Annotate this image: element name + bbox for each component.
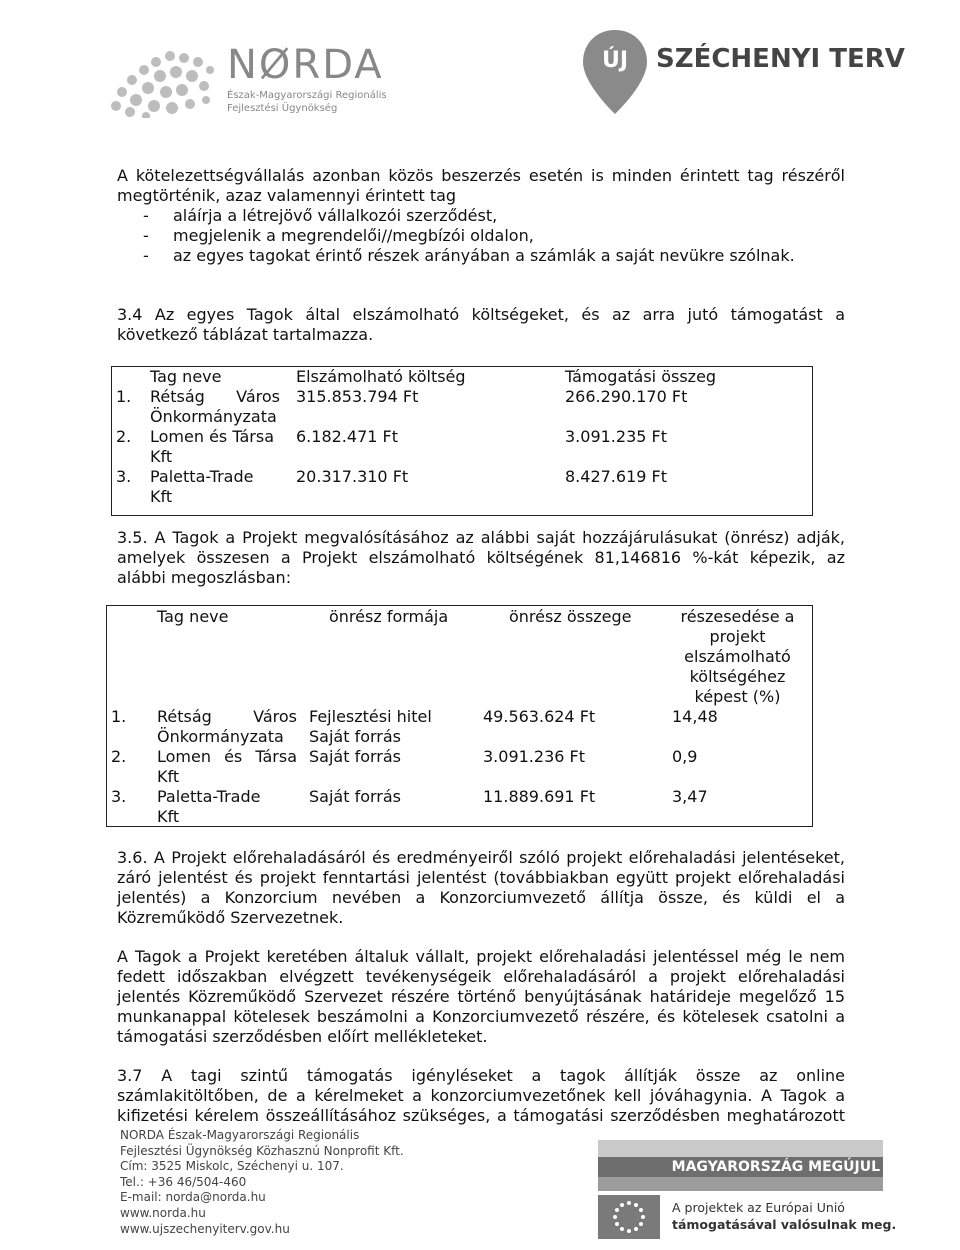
table2-row2-name-l2: Kft — [157, 767, 180, 786]
table2-header-share-l4: költségéhez — [689, 667, 786, 686]
table2-row2-share: 0,9 — [672, 747, 698, 766]
table2-header-share-l3: elszámolható — [684, 647, 791, 666]
table2-row1-num: 1. — [111, 707, 127, 726]
table2-row1-form-l1: Fejlesztési hitel — [309, 707, 432, 726]
footer-website-szechenyi: www.ujszechenyiterv.gov.hu — [120, 1221, 290, 1236]
table1-row1-num: 1. — [116, 387, 132, 406]
szechenyi-terv-logo — [578, 28, 918, 118]
table1-row2-support: 3.091.235 Ft — [565, 427, 667, 446]
table2-row1-amount: 49.563.624 Ft — [483, 707, 596, 726]
section-3-7-line-1: 3.7 A tagi szintű támogatás igényléseket a tagok állítják össze az online — [117, 1066, 845, 1085]
section-3-7-line-3: kifizetési kérelem összeállításához szükséges, a támogatási szerződésben meghatározott — [117, 1106, 845, 1125]
norda-logo — [110, 40, 387, 120]
table1-header-name: Tag neve — [150, 367, 222, 386]
tagok-paragraph-line-3: jelentés Közreműködő Szervezet részére történő benyújtásának határideje megelőző 15 — [117, 987, 845, 1006]
table2-row3-amount: 11.889.691 Ft — [483, 787, 596, 806]
section-3-5-line-1: 3.5. A Tagok a Projekt megvalósításához az alábbi saját hozzájárulásukat (önrész) adják, — [117, 528, 845, 547]
tagok-paragraph-line-5: támogatási szerződésben előírt mellékleteket. — [117, 1027, 488, 1046]
table2-header-form: önrész formája — [329, 607, 449, 626]
bullet-text-1: aláírja a létrejövő vállalkozói szerződést, — [173, 206, 498, 225]
bullet-dash-2: - — [143, 226, 149, 245]
table2-row1-name-l2: Önkormányzata — [157, 727, 284, 746]
section-3-6-line-1: 3.6. A Projekt előrehaladásáról és eredményeiről szóló projekt előrehaladási jelentéseket, — [117, 848, 845, 867]
table1-header-cost: Elszámolható költség — [296, 367, 466, 386]
footer-address-line: NORDA Észak-Magyarországi Regionális — [120, 1128, 360, 1142]
norda-name: NØRDA — [227, 42, 384, 88]
section-3-5-line-3: alábbi megoszlásban: — [117, 568, 292, 587]
bullet-text-2: megjelenik a megrendelői//megbízói oldalon, — [173, 226, 534, 245]
table1-row2-name-l2: Kft — [150, 447, 173, 466]
szechenyi-terv-title: SZÉCHENYI TERV — [656, 44, 905, 74]
flag-stripe-top — [598, 1140, 883, 1157]
bullet-text-3: az egyes tagokat érintő részek arányában a számlák a saját nevükre szólnak. — [173, 246, 795, 265]
footer-email: E-mail: norda@norda.hu — [120, 1190, 266, 1205]
uj-pin-icon — [580, 28, 650, 116]
table2-row3-name-l1: Paletta-Trade — [157, 787, 261, 806]
footer-address-line: Fejlesztési Ügynökség Közhasznú Nonprofit Kft. — [120, 1143, 404, 1158]
section-3-5-line-2: amelyek összesen a Projekt elszámolható költségének 81,146816 %-kát képezik, az — [117, 548, 845, 567]
footer-website: www.norda.hu — [120, 1205, 206, 1220]
section-3-4-line-2: következő táblázat tartalmazza. — [117, 325, 374, 344]
eu-support-line-1: A projektek az Európai Unió — [672, 1200, 845, 1215]
flag-stripe-bottom — [598, 1177, 883, 1191]
section-3-7-line-2: számlakitöltőben, de a kérelmeket a konzorciumvezetőnek kell jóváhagynia. A Tagok a — [117, 1086, 845, 1105]
table2-row2-name-l1: Lomen és Társa — [157, 747, 297, 766]
footer-address-line: Cím: 3525 Miskolc, Széchenyi u. 107. — [120, 1159, 344, 1174]
footer-address-line: Tel.: +36 46/504-460 — [120, 1174, 247, 1189]
uj-badge-text: ÚJ — [601, 48, 629, 73]
table1-row2-num: 2. — [116, 427, 132, 446]
norda-subtitle-line1: Észak-Magyarországi Regionális — [227, 90, 387, 101]
table2-row1-form-l2: Saját forrás — [309, 727, 402, 746]
section-3-4-line-1: 3.4 Az egyes Tagok által elszámolható költségeket, és az arra jutó támogatást a — [117, 305, 845, 324]
section-3-6-line-3: jelentés) a Konzorcium nevében a Konzorciumvezető állítja össze, és küldi el a — [117, 888, 845, 907]
table1-row1-name-l1: Rétság Város — [150, 387, 280, 406]
eu-support-line-2: támogatásával valósulnak meg. — [672, 1217, 897, 1232]
intro-line-2: megtörténik, azaz valamennyi érintett tag — [117, 186, 457, 205]
bullet-dash-3: - — [143, 246, 149, 265]
table2-row3-share: 3,47 — [672, 787, 708, 806]
table1-row1-support: 266.290.170 Ft — [565, 387, 688, 406]
table1-row1-cost: 315.853.794 Ft — [296, 387, 419, 406]
table2-header-name: Tag neve — [157, 607, 229, 626]
table2-row3-num: 3. — [111, 787, 127, 806]
table2-header-share-l2: projekt — [709, 627, 766, 646]
table2-header-share-l1: részesedése a — [680, 607, 795, 626]
table1-row2-name-l1: Lomen és Társa — [150, 427, 274, 446]
tagok-paragraph-line-1: A Tagok a Projekt keretében általuk vállalt, projekt előrehaladási jelentéssel még le nem — [117, 947, 845, 966]
table1-row3-support: 8.427.619 Ft — [565, 467, 667, 486]
table1-row1-name-l2: Önkormányzata — [150, 407, 277, 426]
tagok-paragraph-line-2: fedett időszakban elvégzett tevékenységeik előrehaladásáról a projekt előrehaladási — [117, 967, 845, 986]
table2-row2-num: 2. — [111, 747, 127, 766]
footer-address — [120, 1128, 420, 1237]
table2-header-share-l5: képest (%) — [694, 687, 781, 706]
table1-row3-num: 3. — [116, 467, 132, 486]
table2-row2-amount: 3.091.236 Ft — [483, 747, 585, 766]
table2-row3-form-l1: Saját forrás — [309, 787, 402, 806]
banner-text: MAGYARORSZÁG MEGÚJUL — [671, 1159, 880, 1175]
eu-flag-icon — [598, 1195, 660, 1239]
table1-row3-name-l2: Kft — [150, 487, 173, 506]
section-3-6-line-4: Közreműködő Szervezetnek. — [117, 908, 344, 927]
norda-dots-icon — [110, 50, 215, 118]
table2-row3-name-l2: Kft — [157, 807, 180, 826]
tagok-paragraph-line-4: munkanappal kötelesek beszámolni a Konzorciumvezető részére, és kötelesek csatolni a — [117, 1007, 845, 1026]
table2-row1-name-l1: Rétság Város — [157, 707, 297, 726]
bullet-dash-1: - — [143, 206, 149, 225]
intro-line-1: A kötelezettségvállalás azonban közös beszerzés esetén is minden érintett tag részéről — [117, 166, 845, 185]
table2-header-amount: önrész összege — [509, 607, 632, 626]
table1-row3-cost: 20.317.310 Ft — [296, 467, 409, 486]
table1-row3-name-l1: Paletta-Trade — [150, 467, 254, 486]
table2-row1-share: 14,48 — [672, 707, 718, 726]
table1-row2-cost: 6.182.471 Ft — [296, 427, 398, 446]
norda-subtitle-line2: Fejlesztési Ügynökség — [227, 103, 338, 114]
table2-row2-form-l1: Saját forrás — [309, 747, 402, 766]
section-3-6-line-2: záró jelentést és projekt fenntartási jelentést (továbbiakban együtt projekt előrehaladási — [117, 868, 845, 887]
table1-header-support: Támogatási összeg — [565, 367, 717, 386]
